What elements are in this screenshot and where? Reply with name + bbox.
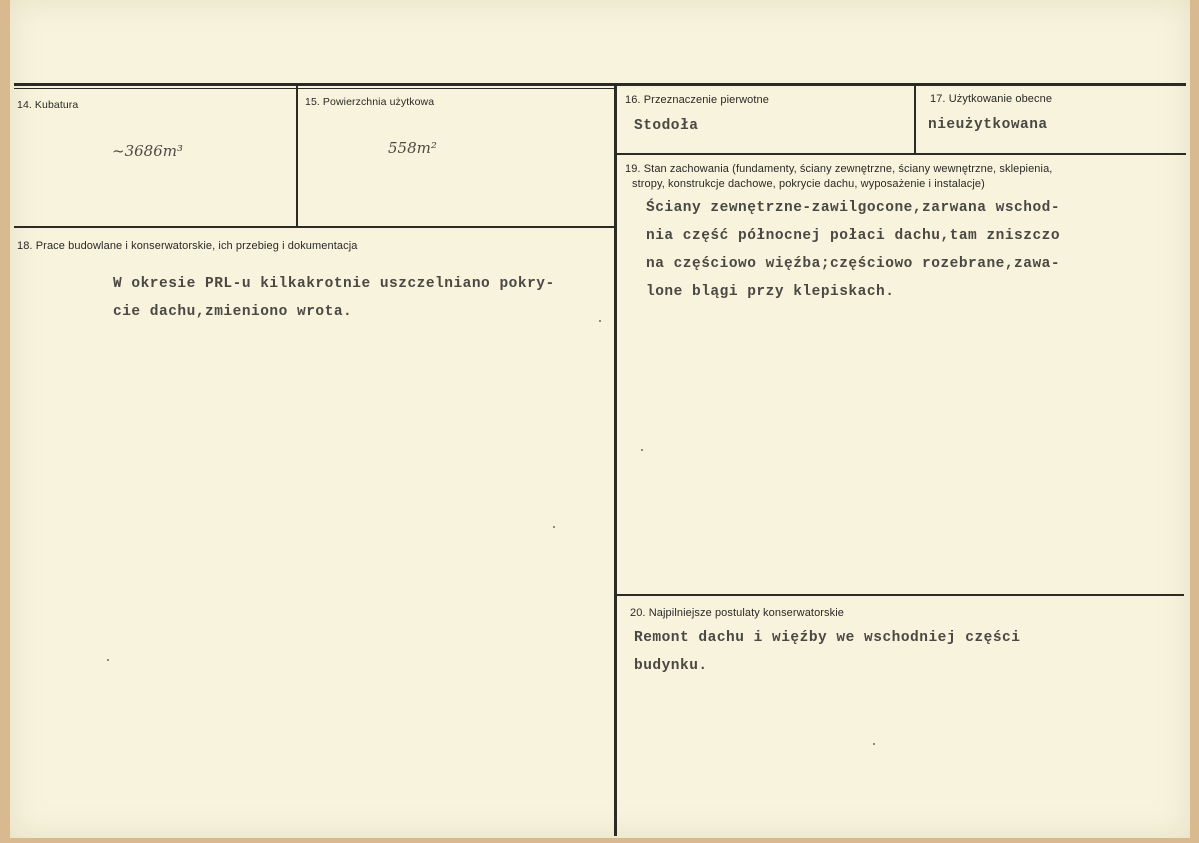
divider-main [614,84,617,836]
paper-speck [599,320,601,322]
paper-speck [873,743,875,745]
paper-speck [553,526,555,528]
divider-14-15 [296,86,298,228]
rule-top [14,83,1186,86]
przeznaczenie-value: Stodoła [634,118,699,134]
prace-line: W okresie PRL-u kilkakrotnie uszczelniano pokry- [113,276,555,292]
prace-label: 18. Prace budowlane i konserwatorskie, ich przebieg i dokumentacja [17,240,358,252]
rule-19-20 [616,594,1184,596]
postulaty-text [634,624,1020,680]
postulaty-line: budynku. [634,658,708,674]
rule-14-15-bottom [14,226,616,228]
postulaty-label: 20. Najpilniejsze postulaty konserwatorskie [630,607,845,619]
powierzchnia-value: 558m² [388,139,437,157]
przeznaczenie-label: 16. Przeznaczenie pierwotne [625,94,769,106]
stan-line: na częściowo więźba;częściowo rozebrane,zawa- [646,256,1061,272]
stan-line: Ściany zewnętrzne-zawilgocone,zarwana wschod- [646,200,1061,216]
stan-label-line2: stropy, konstrukcje dachowe, pokrycie dachu, wyposażenie i instalacje) [632,178,985,190]
stan-label-line1: 19. Stan zachowania (fundamenty, ściany zewnętrzne, ściany wewnętrzne, sklepienia, [625,163,1053,175]
prace-line: cie dachu,zmieniono wrota. [113,304,353,320]
stan-text [646,194,1060,306]
kubatura-value: ~3686m³ [112,142,183,160]
rule-left-sub [14,88,614,89]
stan-line: nia część północnej połaci dachu,tam zniszczo [646,228,1061,244]
rule-16-17-bottom [616,153,1186,155]
paper-speck [107,659,109,661]
kubatura-label: 14. Kubatura [17,99,79,111]
paper-speck [641,449,643,451]
powierzchnia-label: 15. Powierzchnia użytkowa [305,96,435,108]
uzytkowanie-label: 17. Użytkowanie obecne [930,93,1053,105]
prace-text [113,270,555,326]
postulaty-line: Remont dachu i więźby we wschodniej części [634,630,1021,646]
stan-line: lone blągi przy klepiskach. [646,284,895,300]
uzytkowanie-value: nieużytkowana [928,117,1048,133]
divider-16-17 [914,84,916,154]
